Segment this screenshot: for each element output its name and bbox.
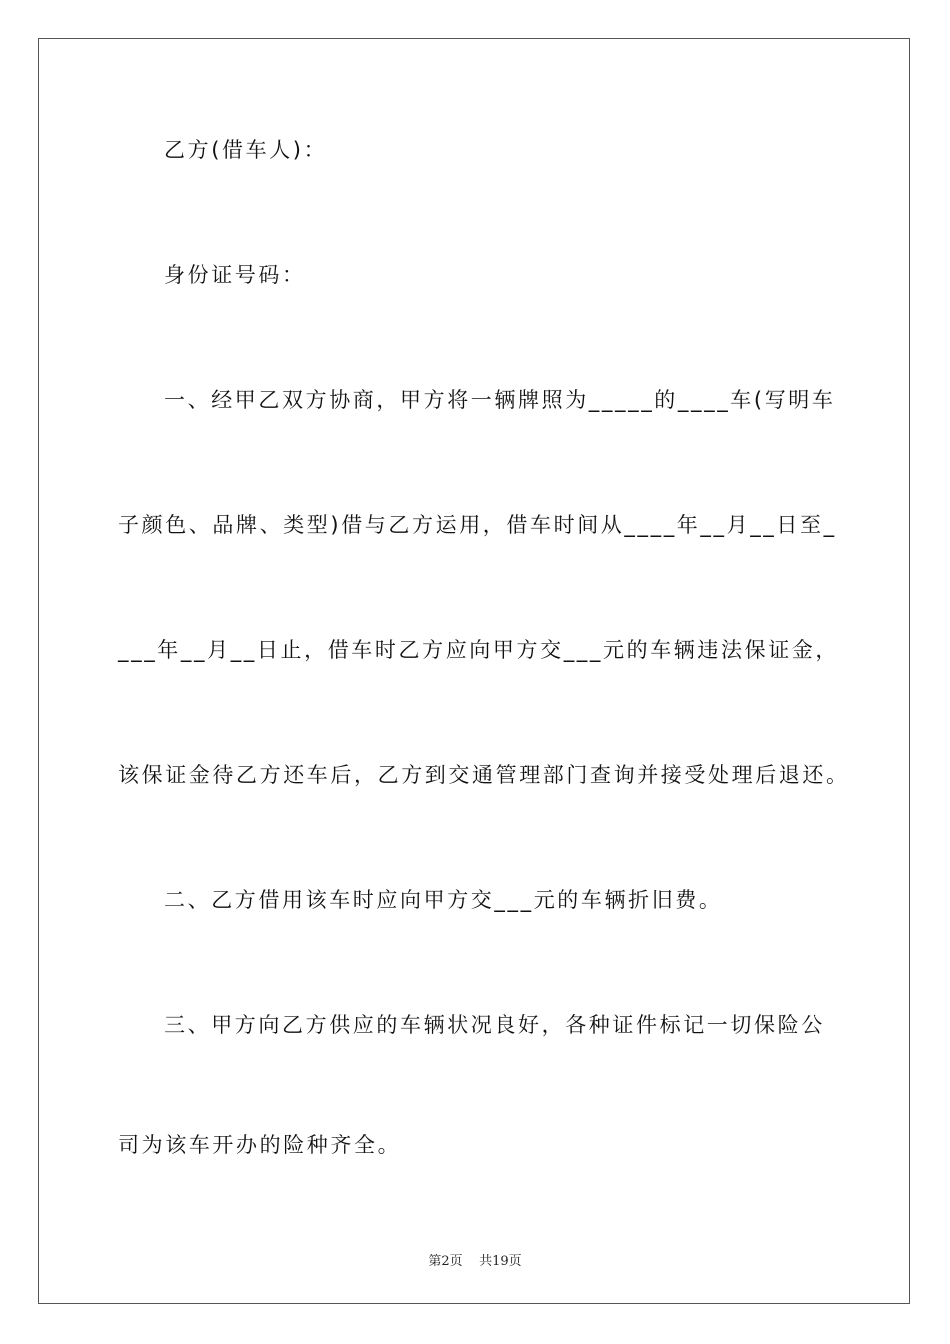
id-number-label: 身份证号码： [164,263,306,287]
clause-3-line-2: 司为该车开办的险种齐全。 [118,1133,402,1157]
clause-2-line-1: 二、乙方借用该车时应向甲方交___元的车辆折旧费。 [164,888,723,912]
clause-1-line-1: 一、经甲乙双方协商，甲方将一辆牌照为_____的____车(写明车 [164,388,836,412]
clause-1-line-3: ___年__月__日止，借车时乙方应向甲方交___元的车辆违法保证金， [118,638,839,662]
clause-1-line-2: 子颜色、品牌、类型)借与乙方运用，借车时间从____年__月__日至_ [118,513,837,537]
clause-3-line-1: 三、甲方向乙方供应的车辆状况良好，各种证件标记一切保险公 [164,1013,825,1037]
party-b-label: 乙方(借车人)： [164,138,328,162]
page-footer: 第2页 共19页 [428,1254,522,1269]
page-frame [38,38,910,1304]
clause-1-line-4: 该保证金待乙方还车后，乙方到交通管理部门查询并接受处理后退还。 [118,763,850,787]
